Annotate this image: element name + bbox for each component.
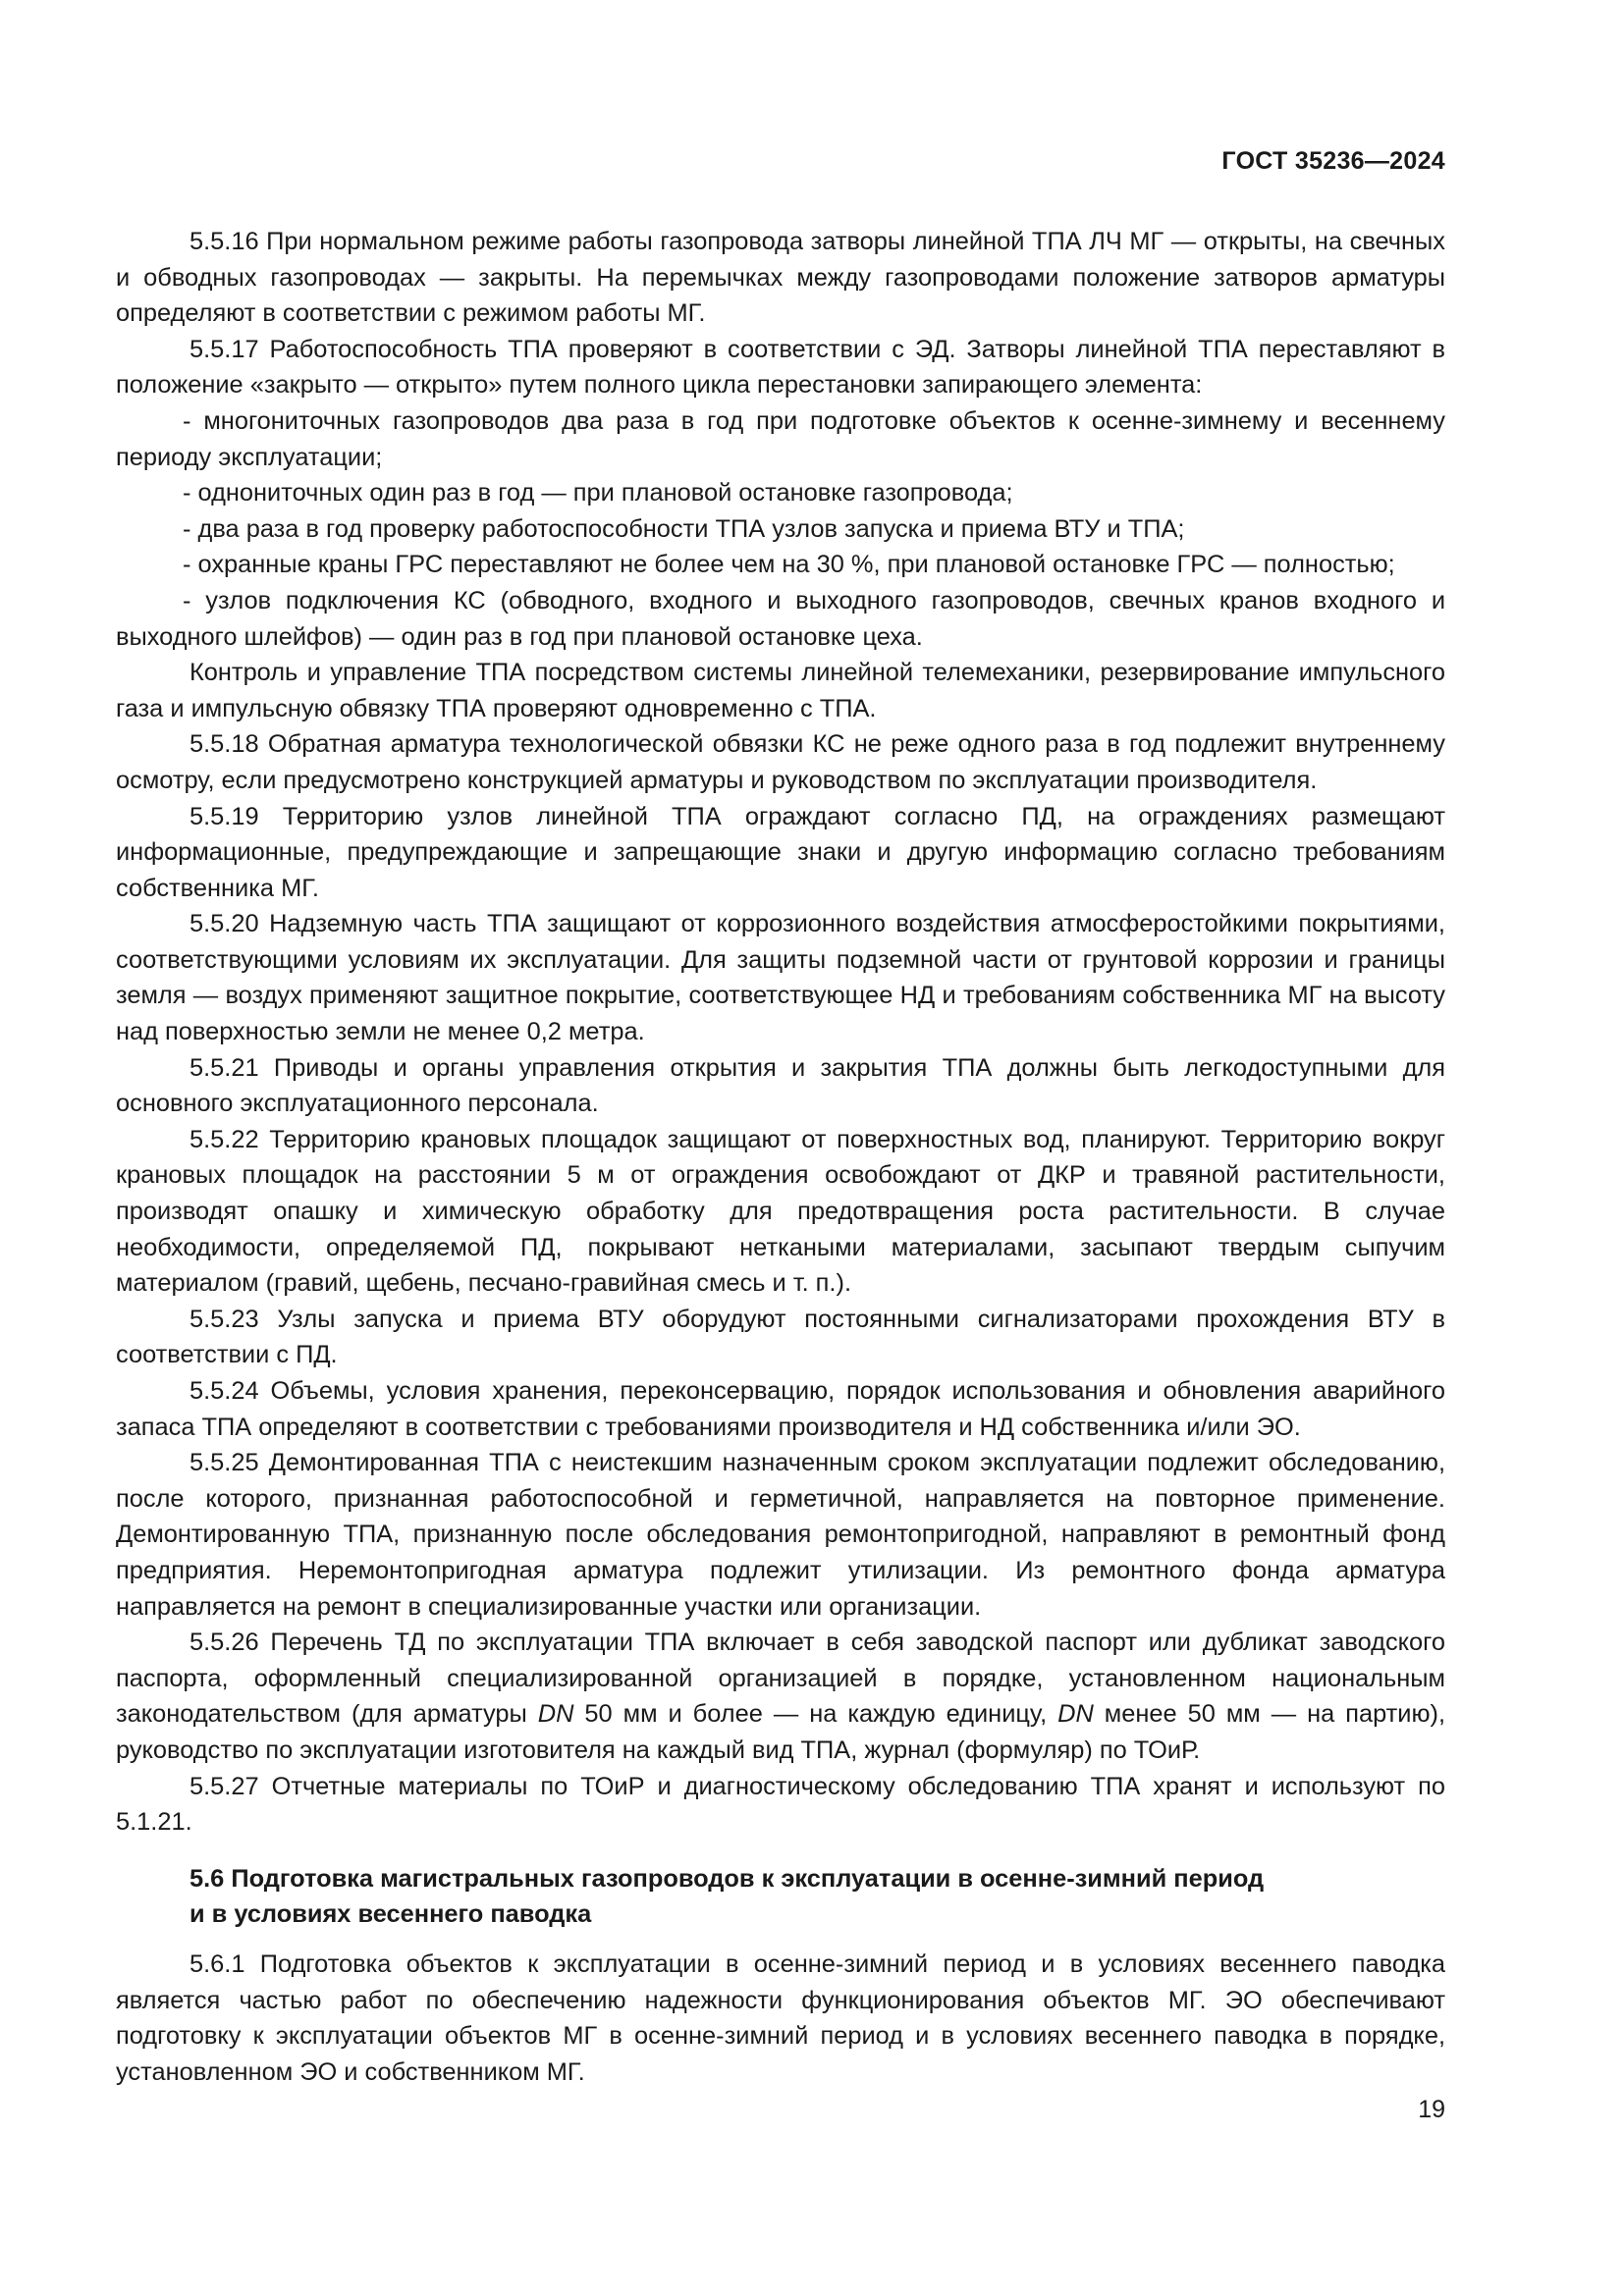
- paragraph-5-5-19: 5.5.19 Территорию узлов линейной ТПА ограждают согласно ПД, на ограждениях размещают информационные, предупреждающие и запрещающие знаки и другую информацию согласно требованиям собственника МГ.: [116, 802, 1445, 902]
- heading-line: 5.6 Подготовка магистральных газопроводов к эксплуатации в осенне-зимний период: [189, 1864, 1265, 1893]
- paragraph-5-5-21: 5.5.21 Приводы и органы управления открытия и закрытия ТПА должны быть легкодоступными для основного эксплуатационного персонала.: [116, 1053, 1445, 1118]
- dn-symbol: DN: [537, 1700, 574, 1729]
- dn-symbol: DN: [1057, 1700, 1094, 1729]
- list-item: - многониточных газопроводов два раза в год при подготовке объектов к осенне-зимнему и весеннему периоду эксплуатации;: [116, 406, 1445, 471]
- paragraph-5-5-18: 5.5.18 Обратная арматура технологической обвязки КС не реже одного раза в год подлежит внутреннему осмотру, если предусмотрено конструкцией арматуры и руководством по эксплуатации производителя.: [116, 730, 1445, 794]
- paragraph-text: менее 50 мм — на партию), руководство по эксплуатации изготовителя на каждый вид ТПА, журнал (формуляр) по ТОиР.: [116, 1700, 1446, 1764]
- list-item: - охранные краны ГРС переставляют не более чем на 30 %, при плановой остановке ГРС — полностью;: [183, 551, 1395, 579]
- section-heading-5-6: [116, 1861, 1445, 1933]
- list-item: - два раза в год проверку работоспособности ТПА узлов запуска и приема ВТУ и ТПА;: [183, 514, 1185, 543]
- paragraph-5-5-22: 5.5.22 Территорию крановых площадок защищают от поверхностных вод, планируют. Территорию вокруг крановых площадок на расстоянии 5 м от ограждения освобождают от ДКР и травяной растительности, производят опашку и химическую обработку для предотвращения роста растительности. В случае необходимости, определяемой ПД, покрывают неткаными материалами, засыпают твердым сыпучим материалом (гравий, щебень, песчано-гравийная смесь и т. п.).: [116, 1125, 1445, 1298]
- paragraph-5-5-27: 5.5.27 Отчетные материалы по ТОиР и диагностическому обследованию ТПА хранят и используют по 5.1.21.: [116, 1772, 1445, 1837]
- list-item: - однониточных один раз в год — при плановой остановке газопровода;: [183, 479, 1013, 507]
- list-item: - узлов подключения КС (обводного, входного и выходного газопроводов, свечных кранов входного и выходного шлейфов) — один раз в год при плановой остановке цеха.: [116, 586, 1445, 651]
- paragraph-text: 50 мм и более — на каждую единицу,: [573, 1700, 1058, 1729]
- paragraph-5-5-24: 5.5.24 Объемы, условия хранения, переконсервацию, порядок использования и обновления аварийного запаса ТПА определяют в соответствии с требованиями производителя и НД собственника и/или ЭО.: [116, 1377, 1445, 1441]
- paragraph-5-5-17: 5.5.17 Работоспособность ТПА проверяют в соответствии с ЭД. Затворы линейной ТПА переставляют в положение «закрыто — открыто» путем полного цикла перестановки запирающего элемента:: [116, 335, 1445, 400]
- paragraph-5-5-26: [116, 1625, 1445, 1768]
- document-body: [116, 224, 1445, 2090]
- document-code: ГОСТ 35236—2024: [1221, 147, 1445, 175]
- paragraph-5-5-20: 5.5.20 Надземную часть ТПА защищают от коррозионного воздействия атмосферостойкими покрытиями, соответствующими условиям их эксплуатации. Для защиты подземной части от грунтовой коррозии и границы земля — воздух применяют защитное покрытие, соответствующее НД и требованиям собственника МГ на высоту над поверхностью земли не менее 0,2 метра.: [116, 910, 1445, 1046]
- paragraph-5-5-16: 5.5.16 При нормальном режиме работы газопровода затворы линейной ТПА ЛЧ МГ — открыты, на свечных и обводных газопроводах — закрыты. На перемычках между газопроводами положение затворов арматуры определяют в соответствии с режимом работы МГ.: [116, 228, 1445, 328]
- paragraph-5-6-1: 5.6.1 Подготовка объектов к эксплуатации в осенне-зимний период и в условиях весеннего паводка является частью работ по обеспечению надежности функционирования объектов МГ. ЭО обеспечивают подготовку к эксплуатации объектов МГ в осенне-зимний период и в условиях весеннего паводка в порядке, установленном ЭО и собственником МГ.: [116, 1949, 1445, 2086]
- heading-line: и в условиях весеннего паводка: [189, 1900, 592, 1929]
- page-number: 19: [1418, 2096, 1445, 2123]
- paragraph-5-5-23: 5.5.23 Узлы запуска и приема ВТУ оборудуют постоянными сигнализаторами прохождения ВТУ в соответствии с ПД.: [116, 1305, 1445, 1369]
- paragraph-text: 5.5.26 Перечень ТД по эксплуатации ТПА включает в себя заводской паспорт или дубликат заводского паспорта, оформленный специализированной организацией в порядке, установленном национальным законодательством (для арматуры: [116, 1629, 1445, 1729]
- paragraph-5-5-25: 5.5.25 Демонтированная ТПА с неистекшим назначенным сроком эксплуатации подлежит обследованию, после которого, признанная работоспособной и герметичной, направляется на повторное применение. Демонтированную ТПА, признанную после обследования ремонтопригодной, направляют в ремонтный фонд предприятия. Неремонтопригодная арматура подлежит утилизации. Из ремонтного фонда арматура направляется на ремонт в специализированные участки или организации.: [116, 1449, 1445, 1621]
- paragraph-control: Контроль и управление ТПА посредством системы линейной телемеханики, резервирование импульсного газа и импульсную обвязку ТПА проверяют одновременно с ТПА.: [116, 659, 1445, 722]
